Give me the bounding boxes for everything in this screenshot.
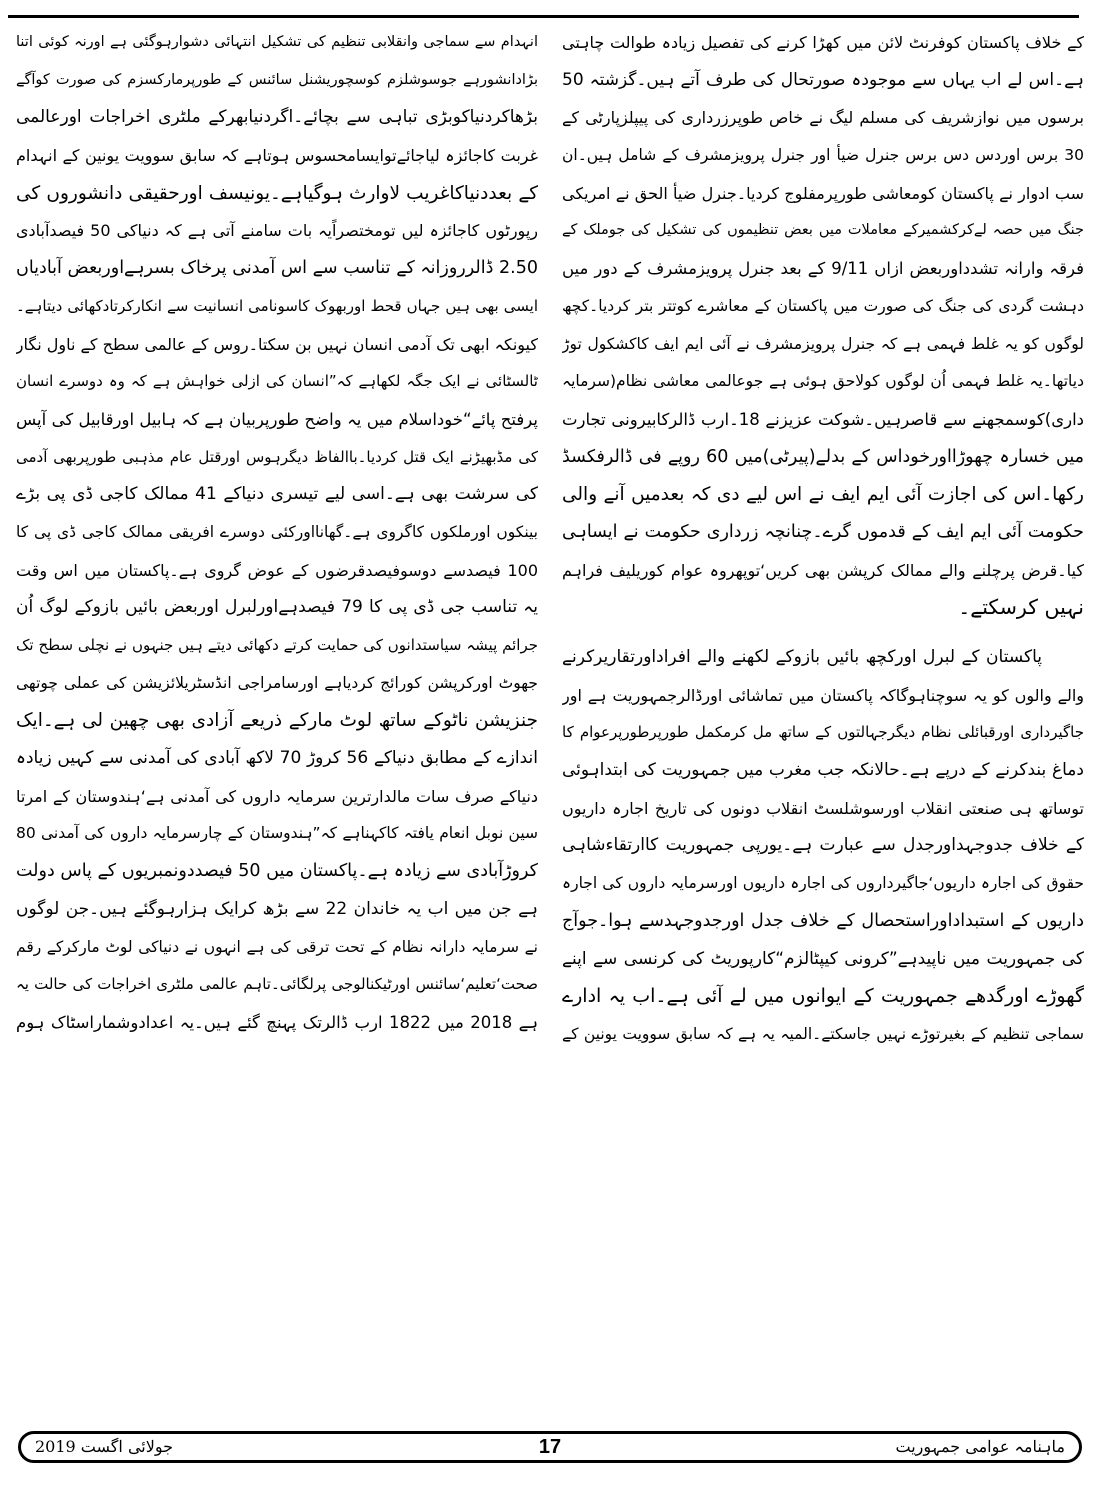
text-line: جاگیرداری اورقبائلی نظام دیگرجہالتوں کے ساتھ مل کرمکمل طورپرطورپرعوام کا — [562, 723, 1084, 742]
text-line: ہے 2018 میں 1822 ارب ڈالرتک پہنچ گئے ہیں۔یہ اعدادوشماراسٹاک ہوم — [16, 1012, 538, 1032]
page-footer — [18, 1431, 1082, 1463]
text-line: کے بعددنیاکاغریب لاوارث ہوگیاہے۔یونیسف اورحقیقی دانشوروں کی — [16, 182, 538, 204]
text-line: نے سرمایہ دارانہ نظام کے تحت ترقی کی ہے انہوں نے دنیاکی لوٹ مارکرکے رقم — [16, 937, 538, 956]
text-line: رکھا۔اس کی اجازت آئی ایم ایف نے اس لیے دی کہ بعدمیں آنے والی — [562, 484, 1084, 506]
text-line: پرفتح پائے“خوداسلام میں یہ واضح طورپربیان ہے کہ ہابیل اورقابیل کی آپس — [16, 409, 538, 429]
text-line: والے والوں کو یہ سوچناہوگاکہ پاکستان میں تماشائی اورڈالرجمہوریت ہے اور — [562, 685, 1084, 705]
text-line: صحت‘تعلیم‘سائنس اورٹیکنالوجی پرلگائی۔تاہم عالمی ملٹری اخراجات کی حالت یہ — [16, 975, 538, 994]
text-line: کے خلاف پاکستان کوفرنٹ لائن میں کھڑا کرنے کی تفصیل زیادہ طوالت چاہتی — [562, 33, 1084, 52]
text-line: فرقہ وارانہ تشدداوربعض ازاں 9/11 کے بعد جنرل پرویزمشرف کے دور میں — [562, 259, 1084, 279]
magazine-name: ماہنامہ عوامی جمہوریت — [895, 1437, 1065, 1456]
text-line: جنگ میں حصہ لےکرکشمیرکے معاملات میں بعض تنظیموں کی تشکیل کی جوملک کے — [562, 222, 1084, 239]
text-line: کروڑآبادی سے زیادہ ہے۔پاکستان میں 50 فیصددونمبریوں کے پاس دولت — [16, 861, 538, 882]
text-line: دماغ بندکرنے کے درپے ہے۔حالانکہ جب مغرب میں جمہوریت کی ابتداہوئی — [562, 760, 1084, 781]
text-line: جرائم پیشہ سیاستدانوں کی حمایت کرتے دکھائی دیتے ہیں جنہوں نے نچلی سطح تک — [16, 636, 538, 654]
text-line: غربت کاجائزہ لیاجائےتوایسامحسوس ہوتاہے کہ سابق سوویت یونین کے انہدام — [16, 146, 538, 166]
text-line: توساتھ ہی صنعتی انقلاب اورسوشلسٹ انقلاب دونوں کی تاریخ اجارہ داریوں — [562, 798, 1084, 818]
text-line: کی جمہوریت میں ناپیدہے”کرونی کیپٹالزم“کارپوریٹ کی کرنسی سے اپنے — [562, 948, 1084, 969]
article-column-left — [16, 24, 538, 1042]
text-line: حکومت آئی ایم ایف کے قدموں گرے۔چنانچہ زرداری حکومت نے ایساہی — [562, 521, 1084, 542]
text-line: سماجی تنظیم کے بغیرتوڑے نہیں جاسکتے۔المیہ یہ ہے کہ سابق سوویت یونین کے — [562, 1024, 1084, 1043]
text-line: ٹالسٹائی نے ایک جگہ لکھاہے کہ”انسان کی ازلی خواہش ہے کہ وہ دوسرے انسان — [16, 372, 538, 391]
text-line: لوگوں کو یہ غلط فہمی ہے کہ جنرل پرویزمشرف نے آئی ایم ایف کاکشکول توڑ — [562, 334, 1084, 353]
text-line: کے خلاف جدوجہداورجدل سے عبارت ہے۔یورپی جمہوریت کاارتقاءشاہی — [562, 835, 1084, 856]
text-line: اندازے کے مطابق دنیاکے 56 کروڑ 70 لاکھ آبادی کی آمدنی سے کہیں زیادہ — [16, 748, 538, 769]
text-line: پاکستان کے لبرل اورکچھ بائیں بازوکے لکھنے والے افراداورتقاریرکرنے — [562, 647, 1042, 667]
text-line: جھوٹ اورکرپشن کورائج کردیاہے اورسامراجی انڈسٹریلائزیشن کی عملی چوتھی — [16, 673, 538, 692]
issue-date: جولائی اگست 2019 — [35, 1437, 174, 1456]
text-line: کی مڈبھیڑنے ایک قتل کردیا۔باالفاظ دیگرہوس اورقتل عام مذہبی طورپربھی آدمی — [16, 447, 538, 466]
text-line: نہیں کرسکتے۔ — [958, 595, 1084, 620]
text-line: سین نوبل انعام یافتہ کاکہناہے کہ”ہندوستان کے چارسرمایہ داروں کی آمدنی 80 — [16, 824, 538, 843]
text-line: دنیاکے صرف سات مالدارترین سرمایہ داروں کی آمدنی ہے‘ہندوستان کے امرتا — [16, 786, 538, 806]
text-line: جنزیشن ناٹوکے ساتھ لوٹ مارکے ذریعے آزادی بھی چھین لی ہے۔ایک — [16, 710, 538, 732]
text-line: یہ تناسب جی ڈی پی کا 79 فیصدہےاورلبرل اوربعض بائیں بازوکے لوگ اُن — [16, 597, 538, 618]
text-line: ہے۔اس لے اب یہاں سے موجودہ صورتحال کی طرف آتے ہیں۔گزشتہ 50 — [562, 69, 1084, 90]
text-line: 100 فیصدسے دوسوفیصدقرضوں کے عوض گروی ہے۔پاکستان میں اس وقت — [16, 560, 538, 580]
text-line: دیاتھا۔یہ غلط فہمی اُن لوگوں کولاحق ہوئی ہے جوعالمی معاشی نظام(سرمایہ — [562, 372, 1084, 391]
text-line: بڑادانشورہے جوسوشلزم کوسچوریشنل سائنس کے طورپرمارکسزم کی صورت کوآگے — [16, 71, 538, 88]
text-line: ایسی بھی ہیں جہاں قحط اوربھوک کاسونامی انسانیت سے انکارکرتادکھائی دیتاہے۔ — [16, 296, 538, 315]
text-line: دہشت گردی کی جنگ کی صورت میں پاکستان کے معاشرے کوتتر بتر کردیا۔کچھ — [562, 296, 1084, 315]
text-line: سب ادوار نے پاکستان کومعاشی طورپرمفلوج کردیا۔جنرل ضیأ الحق نے امریکی — [562, 183, 1084, 203]
article-column-right — [562, 24, 1084, 1054]
text-line: رپورٹوں کاجائزہ لیں تومختصراًیہ بات سامنے آتی ہے کہ دنیاکی 50 فیصدآبادی — [16, 221, 538, 241]
text-line: برسوں میں نوازشریف کی مسلم لیگ نے خاص طوپرزرداری کی پیپلزپارٹی کے — [562, 108, 1084, 128]
text-line: کیا۔قرض پرچلنے والے ممالک کرپشن بھی کریں‘توپھروہ عوام کوریلیف فراہم — [562, 560, 1084, 580]
text-line: بینکوں اورملکوں کاگروی ہے۔گھانااورکئی دوسرے افریقی ممالک کاجی ڈی پی کا — [16, 522, 538, 541]
text-line: 2.50 ڈالرروزانہ کے تناسب سے اس آمدنی پرخاک بسرہےاوربعض آبادیاں — [16, 258, 538, 279]
text-line: 30 برس اوردس دس برس جنرل ضیأ اور جنرل پرویزمشرف کے شامل ہیں۔ان — [562, 146, 1084, 165]
text-line: حقوق کی اجارہ داریوں‘جاگیرداروں کی اجارہ داریوں اورسرمایہ داروں کی اجارہ — [562, 874, 1084, 893]
text-line: کیونکہ ابھی تک آدمی انسان نہیں بن سکتا۔روس کے عالمی سطح کے ناول نگار — [16, 334, 538, 354]
text-line: کی سرشت بھی ہے۔اسی لیے تیسری دنیاکے 41 ممالک کاجی ڈی پی بڑے — [16, 484, 538, 505]
paragraph-gap — [562, 627, 1084, 639]
text-line: داری)کوسمجھنے سے قاصرہیں۔شوکت عزیزنے 18۔ارب ڈالرکابیرونی تجارت — [562, 409, 1084, 429]
page-number: 17 — [538, 1436, 562, 1458]
text-line: داریوں کے استبداداوراستحصال کے خلاف جدل اورجدوجہدسے ہوا۔جوآج — [562, 910, 1084, 931]
text-line: انہدام سے سماجی وانقلابی تنظیم کی تشکیل انتہائی دشوارہوگئی ہے اورنہ کوئی اتنا — [16, 34, 538, 50]
text-line: گھوڑے اورگدھے جمہوریت کے ایوانوں میں لے آئی ہے۔اب یہ ادارے — [562, 985, 1084, 1008]
text-line: بڑھاکردنیاکوبڑی تباہی سے بچائے۔اگردنیابھرکے ملٹری اخراجات اورعالمی — [16, 107, 538, 128]
top-rule — [8, 15, 1079, 18]
text-line: ہے جن میں اب یہ خاندان 22 سے بڑھ کرایک ہزارہوگئے ہیں۔جن لوگوں — [16, 898, 538, 919]
text-line: میں خسارہ چھوڑااورخوداس کے بدلے(پیرٹی)میں 60 روپے فی ڈالرفکسڈ — [562, 446, 1084, 467]
